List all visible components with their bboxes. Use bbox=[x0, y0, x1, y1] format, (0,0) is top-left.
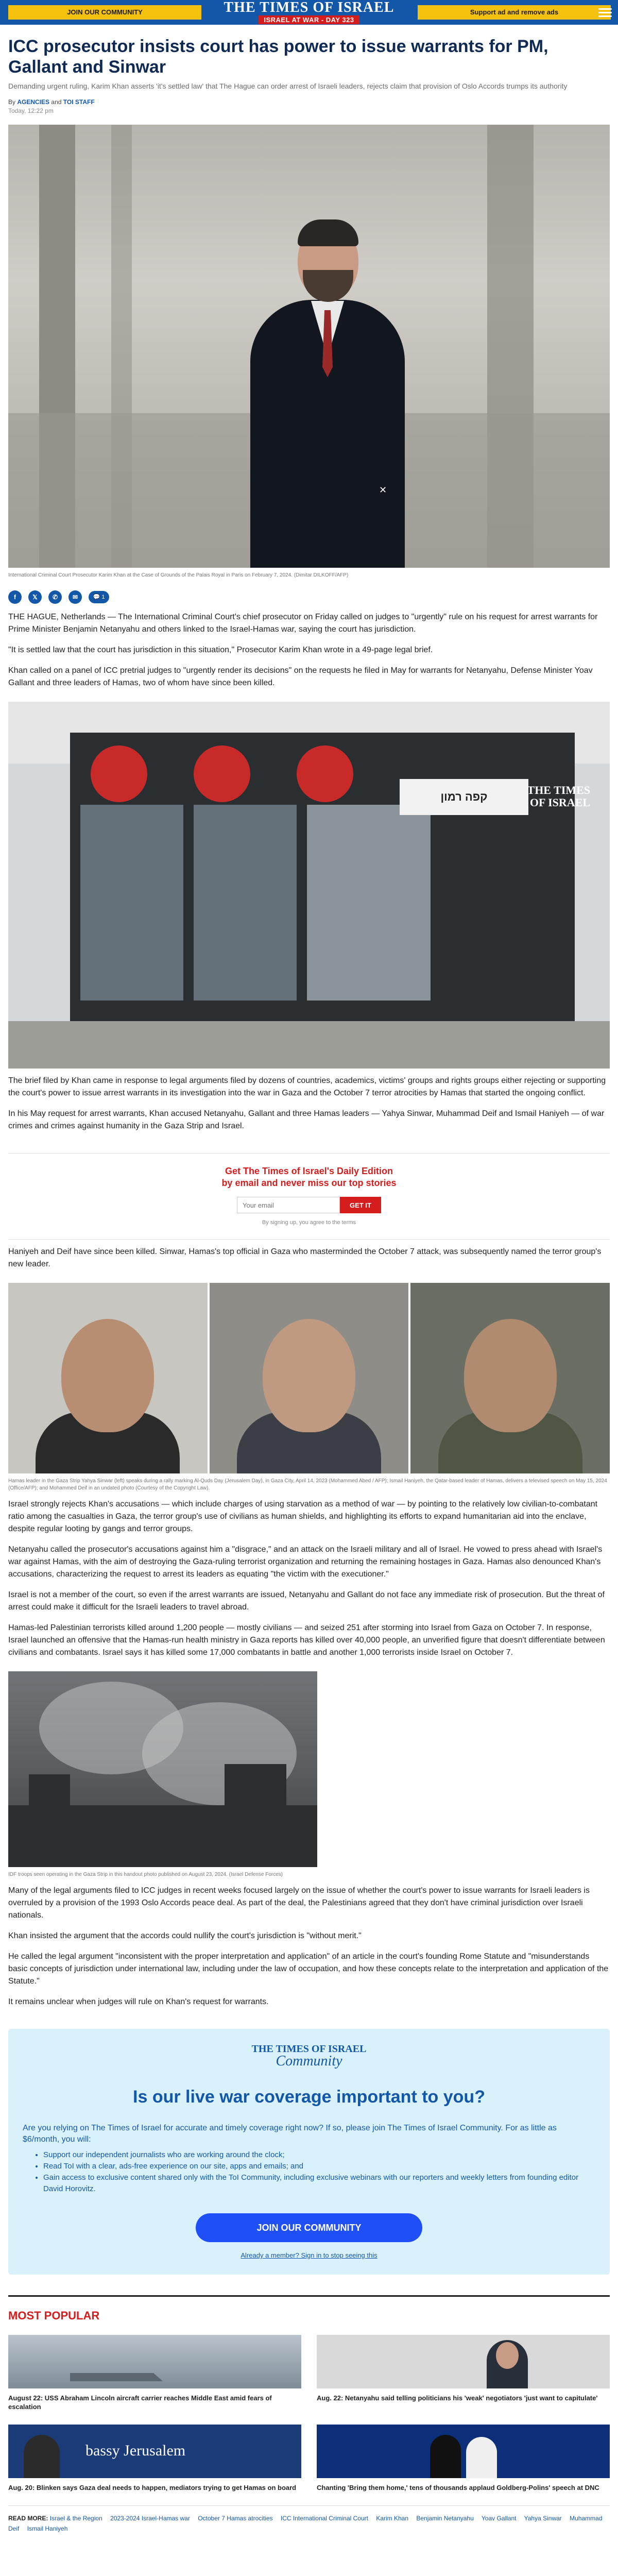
paragraph: Netanyahu called the prosecutor's accusations against him a "disgrace," and an attack on the Israeli military and all of Israel. He vowed to press ahead with Israel's war against Hamas, with the aim of destroying the Gaza-ruling terrorist organization and returning the remaining hostages in Gaza. Hamas also denounced Khan's accusations, characterizing the request to arrest its leaders as equating "the victim with the executioner." bbox=[8, 1545, 603, 1579]
facebook-share-icon[interactable]: f bbox=[8, 590, 22, 604]
site-logo[interactable] bbox=[221, 0, 397, 25]
paragraph: It remains unclear when judges will rule on Khan's request for warrants. bbox=[8, 1997, 269, 2006]
popular-item[interactable] bbox=[317, 2425, 610, 2492]
share-bar bbox=[8, 589, 610, 605]
byline bbox=[8, 98, 610, 106]
tag-link[interactable]: Yahya Sinwar bbox=[524, 2515, 562, 2522]
paragraph: THE HAGUE, Netherlands — The International Criminal Court's chief prosecutor on Friday called on judges to "urgently" rule on his request for arrest warrants for Prime Minister Benjamin Netanyahu and others linked to the Israel-Hamas war, saying the court has jurisdiction. bbox=[8, 613, 598, 634]
article-subhead: Demanding urgent ruling, Karim Khan asserts 'it's settled law' that The Hague can order arrest of Israeli leaders, rejects claim that provision of Oslo Accords trumps its authority bbox=[8, 82, 568, 90]
community-question: Is our live war coverage important to you? bbox=[133, 2087, 485, 2107]
storefront-photo[interactable] bbox=[8, 702, 610, 1069]
paragraph: The brief filed by Khan came in response to legal arguments filed by dozens of countries, academics, victims' groups and rights groups either rejecting or supporting the court's power to issue arrest warrants in its investigation into the war in Gaza and the October 7 terror atrocities by Hamas that started the ongoing conflict. bbox=[8, 1076, 606, 1097]
war-day-badge: ISRAEL AT WAR - DAY 323 bbox=[259, 15, 359, 24]
popular-headline: Aug. 20: Blinken says Gaza deal needs to happen, mediators trying to get Hamas on board bbox=[8, 2484, 297, 2492]
signup-title: Get The Times of Israel's Daily Edition bbox=[225, 1166, 393, 1176]
community-logo-sub: Community bbox=[276, 2053, 342, 2069]
hero-caption: International Criminal Court Prosecutor Karim Khan at the Case of Grounds of the Palais Royal in Paris on February 7, 2024. (Dimitar DILKOFF/AFP) bbox=[8, 572, 349, 578]
paragraph: Khan called on a panel of ICC pretrial judges to "urgently render its decisions" on the requests he filed in May for warrants for Netanyahu, Defense Minister Yoav Gallant and three leaders of Hamas, two of whom have since been killed. bbox=[8, 666, 593, 687]
article-headline: ICC prosecutor insists court has power to issue warrants for PM, Gallant and Sinwar bbox=[8, 37, 548, 77]
author-link-agencies[interactable]: AGENCIES bbox=[17, 98, 50, 106]
popular-headline: Aug. 22: Netanyahu said telling politicians his 'weak' negotiators 'just want to capitulate' bbox=[317, 2394, 598, 2402]
tag-link[interactable]: ICC International Criminal Court bbox=[280, 2515, 368, 2522]
popular-headline: Chanting 'Bring them home,' tens of thousands applaud Goldberg-Polins' speech at DNC bbox=[317, 2484, 599, 2492]
article-body-2 bbox=[8, 1075, 610, 1132]
paragraph: In his May request for arrest warrants, Khan accused Netanyahu, Gallant and three Hamas leaders — Yahya Sinwar, Muhammad Deif and Ismail Haniyeh — of war crimes and crimes against humanity in the Gaza Strip and Israel. bbox=[8, 1109, 605, 1130]
twitter-share-icon[interactable]: 𝕏 bbox=[28, 590, 42, 604]
tag-link[interactable]: October 7 Hamas atrocities bbox=[198, 2515, 273, 2522]
comment-count: 1 bbox=[101, 594, 105, 600]
tag-link[interactable]: Muhammad Deif bbox=[8, 2515, 603, 2532]
popular-item[interactable] bbox=[8, 2335, 301, 2411]
triptych-caption: Hamas leader in the Gaza Strip Yahya Sinwar (left) speaks during a rally marking Al-Quds Day (Jerusalem Day), in Gaza City, April 14, 2023 (Mohammed Abed / AFP); Ismail Haniyeh, the Qatar-based leader of Hamas, delivers a televised speech on May 15, 2024 (Office/AFP); and Mohammed Deif in an undated photo (Courtesy of the Copyright Law). bbox=[8, 1478, 607, 1491]
email-share-icon[interactable]: ✉ bbox=[68, 590, 82, 604]
article-body bbox=[8, 611, 610, 689]
popular-item[interactable] bbox=[317, 2335, 610, 2411]
paragraph: Haniyeh and Deif have since been killed. Sinwar, Hamas's top official in Gaza who masterminded the October 7 attack, was subsequently named the terror group's new leader. bbox=[8, 1247, 602, 1268]
paragraph: Many of the legal arguments filed to ICC judges in recent weeks focused largely on the issue of whether the court's power to issue warrants for Israeli leaders is overruled by a provision of the 1993 Oslo Accords peace deal. As part of the deal, the Palestinians agreed that they don't have criminal jurisdiction over Israeli nationals. bbox=[8, 1886, 590, 1920]
benefit-item: • Read ToI with a clear, ads-free experience on our site, apps and emails; and bbox=[43, 2161, 595, 2172]
deif-photo bbox=[410, 1283, 610, 1473]
popular-item[interactable] bbox=[8, 2425, 301, 2492]
popular-thumb bbox=[317, 2425, 610, 2478]
tag-link[interactable]: Yoav Gallant bbox=[481, 2515, 517, 2522]
author-link-toi-staff[interactable]: TOI STAFF bbox=[63, 98, 95, 106]
community-intro: Are you relying on The Times of Israel for accurate and timely coverage right now? If so, please join The Times of Israel Community. For as little as $6/month, you will: bbox=[23, 2124, 557, 2144]
popular-thumb bbox=[8, 2425, 301, 2478]
community-logo-name: THE TIMES OF ISRAEL bbox=[251, 2043, 367, 2055]
sinwar-photo bbox=[8, 1283, 208, 1473]
comments-button[interactable] bbox=[89, 591, 109, 603]
whatsapp-share-icon[interactable]: ✆ bbox=[48, 590, 62, 604]
community-promo bbox=[8, 2029, 610, 2275]
cafe-sign: קפה רמון bbox=[400, 779, 528, 815]
most-popular bbox=[8, 2295, 610, 2492]
read-more-tags bbox=[8, 2505, 610, 2534]
byline-and: and bbox=[51, 98, 62, 106]
get-it-button[interactable]: GET IT bbox=[340, 1197, 381, 1213]
hero-photo[interactable] bbox=[8, 125, 610, 568]
benefit-item: • Gain access to exclusive content shared only with the ToI Community, including exclusive webinars with our reporters and weekly letters from founding editor David Horovitz. bbox=[43, 2172, 595, 2195]
email-input[interactable] bbox=[237, 1197, 340, 1213]
signup-terms[interactable]: By signing up, you agree to the terms bbox=[262, 1219, 356, 1226]
article-body-4 bbox=[8, 1498, 610, 1659]
comment-icon: 💬 bbox=[93, 594, 100, 600]
paragraph: Israel strongly rejects Khan's accusations — which include charges of using starvation as a method of war — by pointing to the relatively low civilian-to-combatant ratio among the casualties in Gaza, the terror group's use of civilians as human shields, and highlighting its efforts to expand humanitarian aid into the enclave, despite regular looting by gangs and terror groups. bbox=[8, 1500, 598, 1533]
popular-headline: August 22: USS Abraham Lincoln aircraft carrier reaches Middle East amid fears of escalation bbox=[8, 2394, 272, 2411]
benefit-item: • Support our independent journalists who are working around the clock; bbox=[43, 2149, 595, 2161]
most-popular-title: MOST POPULAR bbox=[8, 2309, 100, 2322]
paragraph: Hamas-led Palestinian terrorists killed around 1,200 people — mostly civilians — and seized 251 after storming into Israel from Gaza on October 7. In response, Israel launched an offensive that the Hamas-run health ministry in Gaza reports has killed over 40,000 people, an unverified figure that doesn't differentiate between civilians and combatants. Israel says it has killed some 17,000 combatants in battle and another 1,000 terrorists inside Israel on October 7. bbox=[8, 1623, 605, 1657]
community-benefits bbox=[23, 2149, 595, 2195]
gaza-caption: IDF troops seen operating in the Gaza Strip in this handout photo published on August 23, 2024. (Israel Defense Forces) bbox=[8, 1872, 283, 1877]
karim-khan-figure bbox=[250, 223, 405, 568]
tag-link[interactable]: 2023-2024 Israel-Hamas war bbox=[110, 2515, 190, 2522]
paragraph: "It is settled law that the court has jurisdiction in this situation," Prosecutor Karim Khan wrote in a 49-page legal brief. bbox=[8, 646, 433, 654]
tag-link[interactable]: Israel & the Region bbox=[49, 2515, 102, 2522]
tag-link[interactable]: Ismail Haniyeh bbox=[27, 2525, 68, 2532]
paragraph: He called the legal argument "inconsistent with the proper interpretation and application" of an article in the court's founding Rome Statute and "misunderstands basic concepts of jurisdiction under international law, including under the law of occupation, and how these concepts relate to the interpretation and application of the Statute." bbox=[8, 1952, 609, 1986]
hamas-leaders-photo[interactable] bbox=[8, 1283, 610, 1473]
publish-date: Today, 12:22 pm bbox=[8, 107, 54, 114]
paragraph: Israel is not a member of the court, so even if the arrest warrants are issued, Netanyahu and Gallant do not face any immediate risk of prosecution. But the threat of arrest could make it difficult for the Israeli leaders to travel abroad. bbox=[8, 1590, 605, 1612]
article-body-3 bbox=[8, 1246, 610, 1270]
signup-subtitle: by email and never miss our top stories bbox=[221, 1178, 397, 1188]
haniyeh-photo bbox=[210, 1283, 409, 1473]
article-body-5 bbox=[8, 1885, 610, 2008]
hamburger-menu-icon[interactable] bbox=[598, 6, 612, 19]
site-name: THE TIMES OF ISRAEL bbox=[224, 0, 394, 15]
join-community-cta[interactable]: JOIN OUR COMMUNITY bbox=[196, 2213, 422, 2242]
embassy-sign-text: bassy Jerusalem bbox=[85, 2442, 186, 2459]
article bbox=[8, 25, 610, 2576]
toi-watermark: THE TIMES OF ISRAEL bbox=[527, 784, 590, 809]
gaza-troops-photo[interactable] bbox=[8, 1671, 317, 1867]
newsletter-signup bbox=[8, 1153, 610, 1240]
top-bar bbox=[0, 0, 618, 25]
tag-link[interactable]: Benjamin Netanyahu bbox=[416, 2515, 474, 2522]
join-community-button[interactable]: JOIN OUR COMMUNITY bbox=[8, 5, 201, 20]
popular-thumb bbox=[8, 2335, 301, 2388]
tag-link[interactable]: Karim Khan bbox=[376, 2515, 409, 2522]
support-remove-ads-button[interactable]: Support ad and remove ads bbox=[418, 5, 611, 20]
read-more-label: READ MORE: bbox=[8, 2515, 48, 2522]
paragraph: Khan insisted the argument that the accords could nullify the court's jurisdiction is "without merit." bbox=[8, 1931, 362, 1940]
expand-photo-icon[interactable]: ✕ bbox=[379, 485, 387, 495]
member-signin-link[interactable]: Already a member? Sign in to stop seeing this bbox=[241, 2251, 377, 2259]
popular-thumb bbox=[317, 2335, 610, 2388]
byline-prefix: By bbox=[8, 98, 16, 106]
